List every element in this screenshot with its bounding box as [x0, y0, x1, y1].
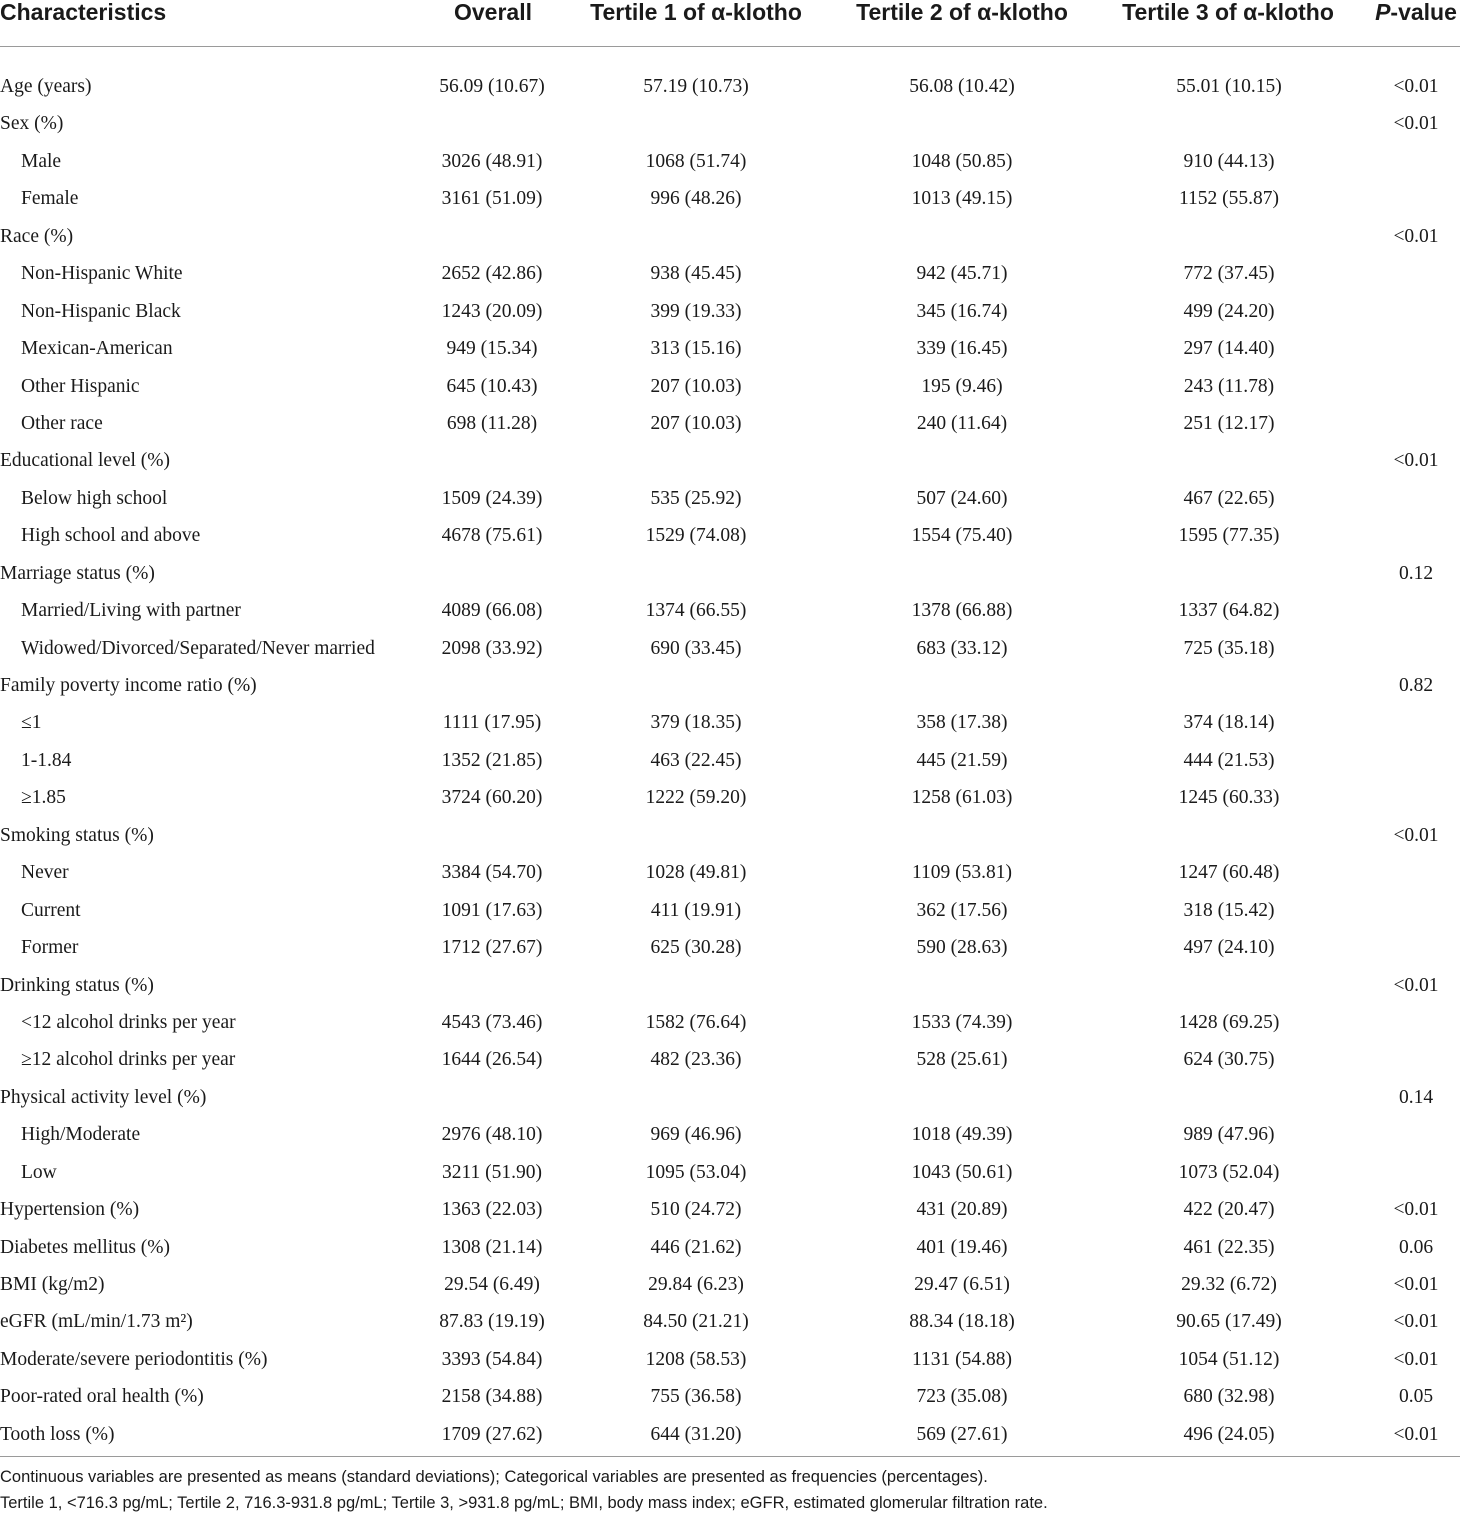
cell-tertile-2: 1048 (50.85)	[911, 150, 1013, 172]
cell-characteristic: Current	[21, 899, 81, 921]
table-row	[0, 1294, 1460, 1331]
cell-overall: 1111 (17.95)	[442, 712, 542, 734]
cell-overall: 2158 (34.88)	[441, 1386, 543, 1408]
cell-characteristic: Below high school	[21, 487, 168, 509]
cell-tertile-2: 1013 (49.15)	[911, 188, 1013, 210]
table-row	[0, 284, 1460, 321]
cell-p-value: 0.12	[1398, 562, 1434, 584]
table-row	[0, 1407, 1460, 1444]
cell-tertile-2: 240 (11.64)	[916, 412, 1008, 434]
cell-characteristic: Mexican-American	[21, 338, 173, 360]
table-row	[0, 583, 1460, 620]
cell-characteristic: ≤1	[21, 712, 42, 734]
cell-tertile-2: 1378 (66.88)	[911, 600, 1013, 622]
cell-tertile-2: 590 (28.63)	[916, 937, 1008, 959]
cell-tertile-3: 90.65 (17.49)	[1176, 1311, 1282, 1333]
cell-characteristic: Non-Hispanic Black	[21, 300, 181, 322]
cell-tertile-1: 84.50 (21.21)	[643, 1311, 749, 1333]
cell-characteristic: Moderate/severe periodontitis (%)	[0, 1348, 268, 1370]
table-row	[0, 1220, 1460, 1257]
cell-tertile-2: 1131 (54.88)	[911, 1348, 1013, 1370]
cell-overall: 3211 (51.90)	[441, 1161, 543, 1183]
cell-characteristic: Marriage status (%)	[0, 562, 155, 584]
cell-tertile-3: 243 (11.78)	[1183, 375, 1275, 397]
cell-tertile-1: 1374 (66.55)	[645, 600, 747, 622]
cell-tertile-2: 29.47 (6.51)	[914, 1274, 1010, 1295]
cell-tertile-3: 1245 (60.33)	[1178, 787, 1280, 809]
cell-characteristic: High school and above	[21, 525, 201, 547]
cell-characteristic: <12 alcohol drinks per year	[21, 1011, 236, 1033]
cell-overall: 2652 (42.86)	[441, 263, 543, 285]
cell-characteristic: Poor-rated oral health (%)	[0, 1386, 204, 1408]
cell-tertile-1: 755 (36.58)	[650, 1386, 742, 1408]
cell-overall: 3384 (54.70)	[441, 862, 543, 884]
cell-tertile-1: 399 (19.33)	[650, 300, 742, 322]
cell-p-value: <0.01	[1393, 974, 1439, 996]
cell-tertile-3: 444 (21.53)	[1183, 749, 1275, 771]
cell-overall: 3724 (60.20)	[441, 787, 543, 809]
cell-tertile-1: 996 (48.26)	[650, 188, 742, 210]
table-row	[0, 1257, 1460, 1294]
cell-tertile-1: 1529 (74.08)	[645, 525, 747, 547]
table-row	[0, 1332, 1460, 1369]
cell-p-value: <0.01	[1393, 1423, 1439, 1445]
header-tertile-3: Tertile 3 of α-klotho	[1122, 0, 1334, 25]
cell-tertile-3: 297 (14.40)	[1183, 338, 1275, 360]
cell-tertile-2: 1554 (75.40)	[911, 525, 1013, 547]
cell-tertile-2: 1533 (74.39)	[911, 1011, 1013, 1033]
table-row	[0, 733, 1460, 770]
table-row	[0, 59, 1460, 96]
cell-tertile-2: 1258 (61.03)	[911, 787, 1013, 809]
cell-tertile-1: 1095 (53.04)	[645, 1161, 747, 1183]
header-characteristics: Characteristics	[0, 0, 167, 25]
cell-p-value: 0.82	[1398, 675, 1434, 696]
cell-tertile-2: 1109 (53.81)	[911, 862, 1013, 884]
cell-tertile-1: 625 (30.28)	[650, 937, 742, 959]
table-row	[0, 433, 1460, 470]
cell-characteristic: Low	[21, 1161, 57, 1183]
cell-characteristic: Other Hispanic	[21, 375, 140, 397]
cell-tertile-2: 723 (35.08)	[916, 1386, 1008, 1408]
cell-tertile-3: 989 (47.96)	[1183, 1124, 1275, 1146]
cell-overall: 645 (10.43)	[446, 375, 538, 397]
table-row	[0, 1145, 1460, 1182]
cell-overall: 1363 (22.03)	[441, 1199, 543, 1221]
cell-characteristic: Family poverty income ratio (%)	[0, 675, 257, 696]
cell-tertile-2: 1043 (50.61)	[911, 1161, 1013, 1183]
cell-tertile-1: 1068 (51.74)	[645, 150, 747, 172]
cell-characteristic: Non-Hispanic White	[21, 263, 183, 285]
cell-tertile-3: 29.32 (6.72)	[1181, 1274, 1277, 1295]
cell-tertile-2: 445 (21.59)	[916, 749, 1008, 771]
cell-characteristic: Other race	[21, 412, 103, 434]
table-row	[0, 508, 1460, 545]
cell-characteristic: BMI (kg/m2)	[0, 1274, 105, 1295]
cell-overall: 87.83 (19.19)	[439, 1311, 545, 1333]
table-row	[0, 920, 1460, 957]
cell-tertile-2: 88.34 (18.18)	[909, 1311, 1015, 1333]
cell-overall: 1308 (21.14)	[441, 1236, 543, 1258]
table-row	[0, 209, 1460, 246]
cell-tertile-3: 1073 (52.04)	[1178, 1161, 1280, 1183]
cell-tertile-3: 624 (30.75)	[1183, 1049, 1275, 1071]
table-row	[0, 321, 1460, 358]
cell-tertile-1: 535 (25.92)	[650, 487, 742, 509]
table-row	[0, 770, 1460, 807]
header-p-italic: P	[1375, 0, 1391, 25]
table-row	[0, 883, 1460, 920]
cell-tertile-1: 644 (31.20)	[650, 1423, 742, 1445]
cell-characteristic: 1-1.84	[21, 749, 72, 771]
cell-tertile-2: 362 (17.56)	[916, 899, 1008, 921]
header-tertile-2: Tertile 2 of α-klotho	[856, 0, 1068, 25]
table-row	[0, 396, 1460, 433]
cell-p-value: 0.14	[1398, 1086, 1434, 1108]
table-header	[0, 0, 1460, 47]
cell-characteristic: Drinking status (%)	[0, 974, 154, 996]
cell-tertile-1: 510 (24.72)	[650, 1199, 742, 1221]
cell-overall: 4089 (66.08)	[441, 600, 543, 622]
cell-overall: 698 (11.28)	[446, 412, 538, 434]
table-row	[0, 995, 1460, 1032]
cell-tertile-2: 339 (16.45)	[916, 338, 1008, 360]
cell-characteristic: eGFR (mL/min/1.73 m²)	[0, 1311, 193, 1333]
cell-tertile-2: 431 (20.89)	[916, 1199, 1008, 1221]
cell-tertile-3: 467 (22.65)	[1183, 487, 1275, 509]
cell-overall: 2976 (48.10)	[441, 1124, 543, 1146]
cell-tertile-3: 422 (20.47)	[1183, 1199, 1275, 1221]
cell-overall: 1644 (26.54)	[441, 1049, 543, 1071]
table-row	[0, 246, 1460, 283]
table-row	[0, 1070, 1460, 1107]
cell-characteristic: Tooth loss (%)	[0, 1423, 115, 1445]
cell-tertile-1: 1208 (58.53)	[645, 1348, 747, 1370]
cell-overall: 29.54 (6.49)	[444, 1274, 540, 1295]
cell-tertile-1: 1222 (59.20)	[645, 787, 747, 809]
cell-tertile-2: 569 (27.61)	[916, 1423, 1008, 1445]
cell-p-value: <0.01	[1393, 1348, 1439, 1370]
cell-overall: 1509 (24.39)	[441, 487, 543, 509]
cell-characteristic: Physical activity level (%)	[0, 1086, 207, 1108]
cell-overall: 1091 (17.63)	[441, 899, 543, 921]
cell-p-value: <0.01	[1393, 113, 1439, 135]
header-p-suffix: -value	[1390, 0, 1457, 25]
table-row	[0, 695, 1460, 732]
cell-characteristic: Married/Living with partner	[21, 600, 241, 622]
footnote-2: Tertile 1, <716.3 pg/mL; Tertile 2, 716.3-931.8 pg/mL; Tertile 3, >931.8 pg/mL; BMI, body mass index; eGFR, estimated glomerular filtration rate.	[0, 1494, 1048, 1513]
table-row	[0, 471, 1460, 508]
cell-tertile-3: 772 (37.45)	[1183, 263, 1275, 285]
cell-tertile-1: 446 (21.62)	[650, 1236, 742, 1258]
table-body	[0, 47, 1460, 1444]
cell-overall: 949 (15.34)	[446, 338, 538, 360]
cell-tertile-3: 725 (35.18)	[1183, 637, 1275, 659]
table-row	[0, 621, 1460, 658]
cell-tertile-1: 938 (45.45)	[650, 263, 742, 285]
cell-overall: 3161 (51.09)	[441, 188, 543, 210]
cell-tertile-1: 57.19 (10.73)	[643, 76, 749, 97]
cell-characteristic: Diabetes mellitus (%)	[0, 1236, 171, 1258]
cell-tertile-3: 497 (24.10)	[1183, 937, 1275, 959]
cell-characteristic: Race (%)	[0, 225, 74, 247]
table-row	[0, 808, 1460, 845]
cell-characteristic: Educational level (%)	[0, 450, 171, 472]
table-row	[0, 1369, 1460, 1406]
table-row	[0, 546, 1460, 583]
cell-characteristic: Sex (%)	[0, 113, 64, 135]
cell-characteristic: Never	[21, 862, 69, 884]
cell-tertile-1: 482 (23.36)	[650, 1049, 742, 1071]
cell-tertile-1: 313 (15.16)	[650, 338, 742, 360]
cell-characteristic: Female	[21, 188, 79, 210]
cell-tertile-1: 379 (18.35)	[650, 712, 742, 734]
table-row	[0, 134, 1460, 171]
cell-tertile-3: 499 (24.20)	[1183, 300, 1275, 322]
cell-tertile-1: 969 (46.96)	[650, 1124, 742, 1146]
cell-tertile-3: 1428 (69.25)	[1178, 1011, 1280, 1033]
cell-tertile-1: 29.84 (6.23)	[648, 1274, 744, 1295]
cell-p-value: <0.01	[1393, 450, 1439, 472]
cell-overall: 56.09 (10.67)	[439, 76, 545, 97]
cell-tertile-3: 1337 (64.82)	[1178, 600, 1280, 622]
header-tertile-1: Tertile 1 of α-klotho	[590, 0, 802, 25]
cell-characteristic: High/Moderate	[21, 1124, 141, 1146]
cell-overall: 4678 (75.61)	[441, 525, 543, 547]
cell-characteristic: Former	[21, 937, 79, 959]
cell-tertile-2: 358 (17.38)	[916, 712, 1008, 734]
cell-p-value: <0.01	[1393, 1311, 1439, 1333]
cell-overall: 3026 (48.91)	[441, 150, 543, 172]
header-p-value	[1375, 0, 1457, 26]
table-row	[0, 96, 1460, 133]
table-row	[0, 359, 1460, 396]
cell-characteristic: Male	[21, 150, 62, 172]
cell-tertile-1: 463 (22.45)	[650, 749, 742, 771]
cell-tertile-3: 680 (32.98)	[1183, 1386, 1275, 1408]
cell-overall: 1709 (27.62)	[441, 1423, 543, 1445]
table-row	[0, 845, 1460, 882]
cell-p-value: <0.01	[1393, 225, 1439, 247]
cell-tertile-3: 461 (22.35)	[1183, 1236, 1275, 1258]
cell-tertile-1: 1028 (49.81)	[645, 862, 747, 884]
cell-overall: 2098 (33.92)	[441, 637, 543, 659]
cell-overall: 1352 (21.85)	[441, 749, 543, 771]
cell-tertile-2: 507 (24.60)	[916, 487, 1008, 509]
cell-tertile-2: 56.08 (10.42)	[909, 76, 1015, 97]
footnote-1: Continuous variables are presented as means (standard deviations); Categorical variables are presented as frequencies (percentages).	[0, 1468, 988, 1487]
cell-characteristic: ≥1.85	[21, 787, 66, 809]
cell-characteristic: Age (years)	[0, 76, 92, 97]
cell-overall: 4543 (73.46)	[441, 1011, 543, 1033]
header-overall: Overall	[454, 0, 532, 25]
cell-tertile-3: 55.01 (10.15)	[1176, 76, 1282, 97]
table-row	[0, 658, 1460, 695]
cell-tertile-3: 318 (15.42)	[1183, 899, 1275, 921]
cell-p-value: <0.01	[1393, 1274, 1439, 1295]
table-row	[0, 1032, 1460, 1069]
cell-p-value: <0.01	[1393, 1199, 1439, 1221]
cell-p-value: 0.05	[1398, 1386, 1434, 1408]
table-footnotes	[0, 1457, 1460, 1516]
cell-characteristic: Smoking status (%)	[0, 824, 154, 846]
cell-tertile-1: 411 (19.91)	[650, 899, 742, 921]
cell-tertile-3: 1595 (77.35)	[1178, 525, 1280, 547]
cell-tertile-2: 195 (9.46)	[921, 375, 1003, 397]
cell-tertile-2: 345 (16.74)	[916, 300, 1008, 322]
cell-tertile-3: 374 (18.14)	[1183, 712, 1275, 734]
table-row	[0, 958, 1460, 995]
cell-tertile-3: 251 (12.17)	[1183, 412, 1275, 434]
cell-tertile-1: 690 (33.45)	[650, 637, 742, 659]
cell-tertile-3: 496 (24.05)	[1183, 1423, 1275, 1445]
cell-tertile-2: 683 (33.12)	[916, 637, 1008, 659]
cell-overall: 1243 (20.09)	[441, 300, 543, 322]
cell-overall: 3393 (54.84)	[441, 1348, 543, 1370]
table-row	[0, 171, 1460, 208]
cell-tertile-1: 207 (10.03)	[650, 375, 742, 397]
cell-overall: 1712 (27.67)	[441, 937, 543, 959]
cell-tertile-3: 1054 (51.12)	[1178, 1348, 1280, 1370]
cell-p-value: <0.01	[1393, 824, 1439, 846]
table-row	[0, 1107, 1460, 1144]
cell-tertile-2: 528 (25.61)	[916, 1049, 1008, 1071]
cell-tertile-2: 401 (19.46)	[916, 1236, 1008, 1258]
cell-p-value: 0.06	[1398, 1236, 1434, 1258]
table-row	[0, 1182, 1460, 1219]
cell-tertile-3: 910 (44.13)	[1183, 150, 1275, 172]
cell-tertile-2: 1018 (49.39)	[911, 1124, 1013, 1146]
cell-characteristic: Widowed/Divorced/Separated/Never married	[21, 637, 375, 659]
cell-p-value: <0.01	[1393, 76, 1439, 97]
cell-tertile-2: 942 (45.71)	[916, 263, 1008, 285]
cell-characteristic: ≥12 alcohol drinks per year	[21, 1049, 236, 1071]
cell-tertile-3: 1247 (60.48)	[1178, 862, 1280, 884]
cell-tertile-3: 1152 (55.87)	[1178, 188, 1280, 210]
cell-characteristic: Hypertension (%)	[0, 1199, 140, 1221]
cell-tertile-1: 1582 (76.64)	[645, 1011, 747, 1033]
cell-tertile-1: 207 (10.03)	[650, 412, 742, 434]
